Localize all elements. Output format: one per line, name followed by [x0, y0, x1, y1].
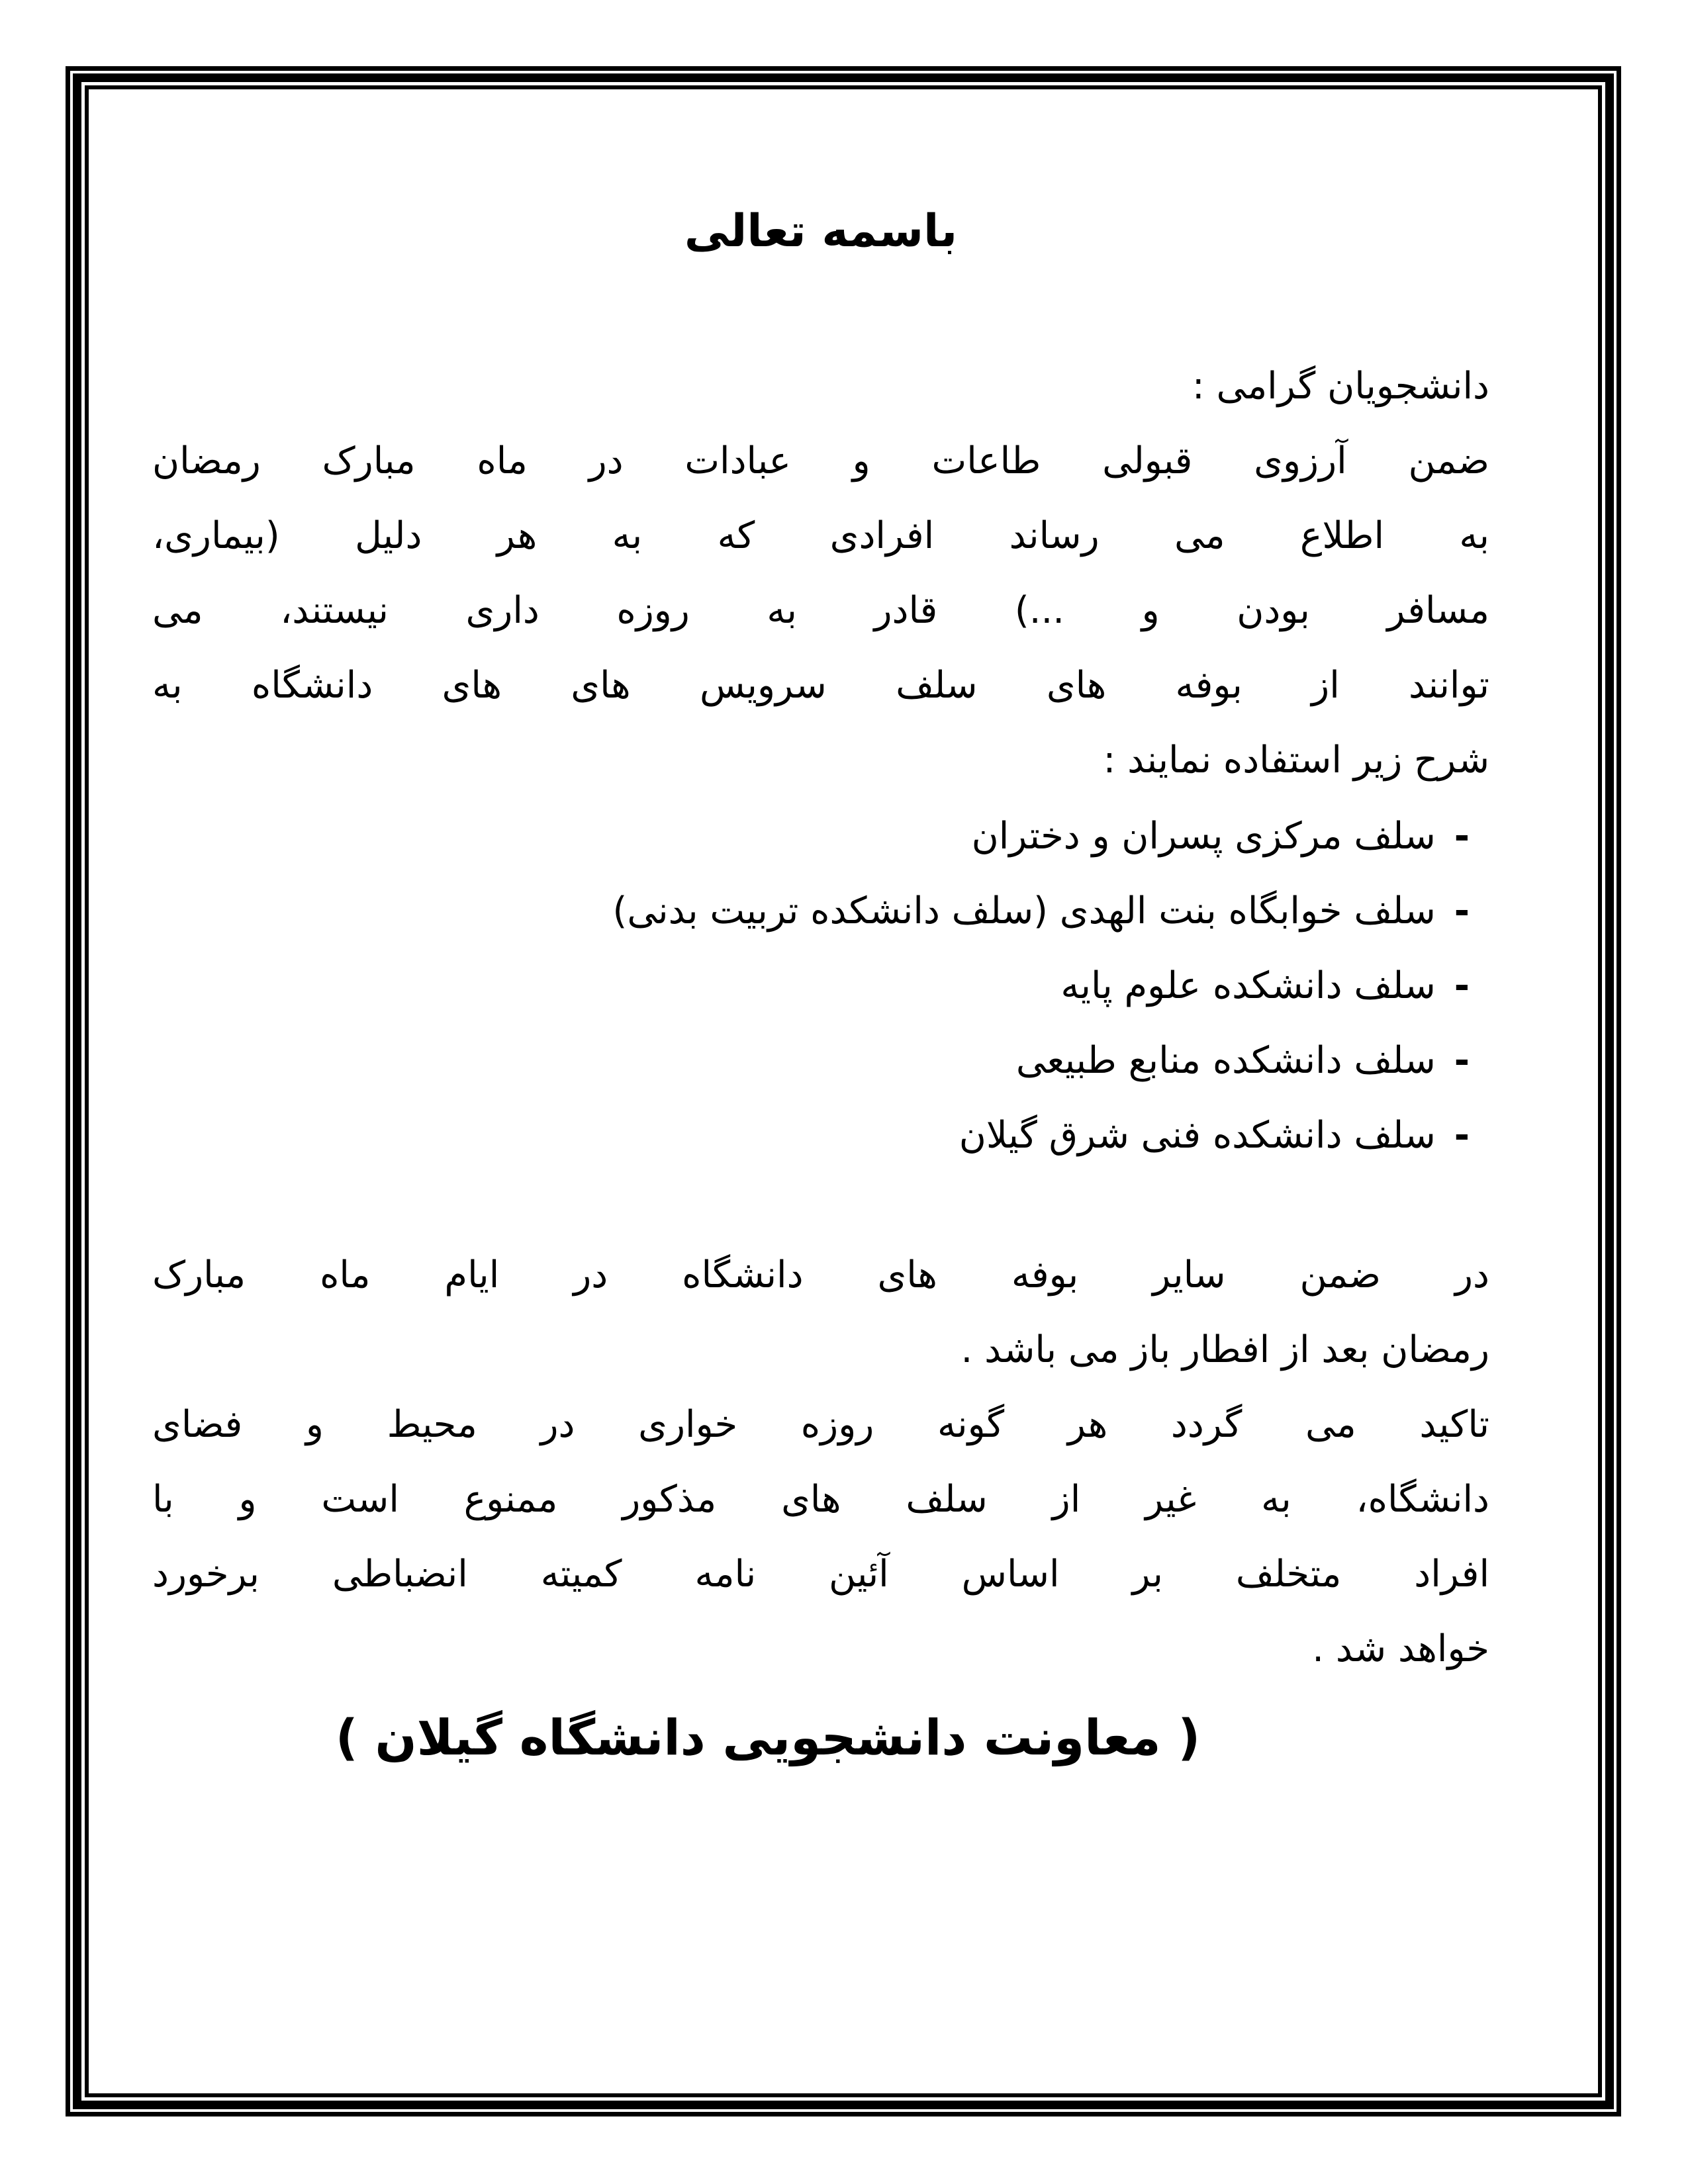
text-line: دانشگاه، به غیر از سلف های مذکور ممنوع است و با — [152, 1478, 1489, 1521]
dash-marker-icon: - — [1454, 964, 1470, 1007]
dash-marker-icon: - — [1454, 815, 1470, 858]
text-line: افراد متخلف بر اساس آئین نامه کمیته انضباطی برخورد — [152, 1553, 1489, 1596]
cafeteria-list — [152, 799, 1489, 1173]
text-line: شرح زیر استفاده نمایند : — [1103, 739, 1489, 782]
warning-paragraph — [152, 1387, 1489, 1686]
cafeteria-list-item — [152, 1098, 1470, 1173]
intro-paragraph — [152, 424, 1489, 797]
dash-marker-icon: - — [1454, 1114, 1470, 1157]
text-line: تاکید می گردد هر گونه روزه خواری در محیط و فضای — [152, 1403, 1489, 1446]
text-line: مسافر بودن و ...) قادر به روزه داری نیستند، می — [152, 589, 1489, 632]
other-buffets-paragraph — [152, 1238, 1489, 1387]
cafeteria-list-item — [152, 799, 1470, 874]
text-line: رمضان بعد از افطار باز می باشد . — [961, 1328, 1489, 1371]
text-line: خواهد شد . — [1312, 1627, 1489, 1670]
cafeteria-list-item — [152, 1023, 1470, 1098]
cafeteria-name: سلف دانشکده منابع طبیعی — [1015, 1039, 1436, 1082]
greeting-line: دانشجویان گرامی : — [1192, 365, 1489, 408]
cafeteria-name: سلف مرکزی پسران و دختران — [971, 815, 1436, 858]
text-line: به اطلاع می رساند افرادی که به هر دلیل (بیماری، — [152, 514, 1489, 557]
signature-line: ( معاونت دانشجویی دانشگاه گیلان ) — [335, 1709, 1201, 1766]
dash-marker-icon: - — [1454, 1039, 1470, 1082]
notice-content — [152, 0, 1489, 1779]
dash-marker-icon: - — [1454, 889, 1470, 933]
text-line: در ضمن سایر بوفه های دانشگاه در ایام ماه مبارک — [152, 1253, 1489, 1297]
text-line: ضمن آرزوی قبولی طاعات و عبادات در ماه مبارک رمضان — [152, 439, 1489, 482]
cafeteria-list-item — [152, 874, 1470, 948]
text-line: توانند از بوفه های سلف سرویس های های دانشگاه به — [152, 664, 1489, 707]
cafeteria-list-item — [152, 948, 1470, 1023]
cafeteria-name: سلف دانشکده فنی شرق گیلان — [959, 1114, 1436, 1157]
cafeteria-name: سلف دانشکده علوم پایه — [1060, 964, 1436, 1007]
page-title: باسمه تعالی — [684, 205, 958, 257]
cafeteria-name: سلف خوابگاه بنت الهدی (سلف دانشکده تربیت بدنی) — [612, 889, 1436, 933]
